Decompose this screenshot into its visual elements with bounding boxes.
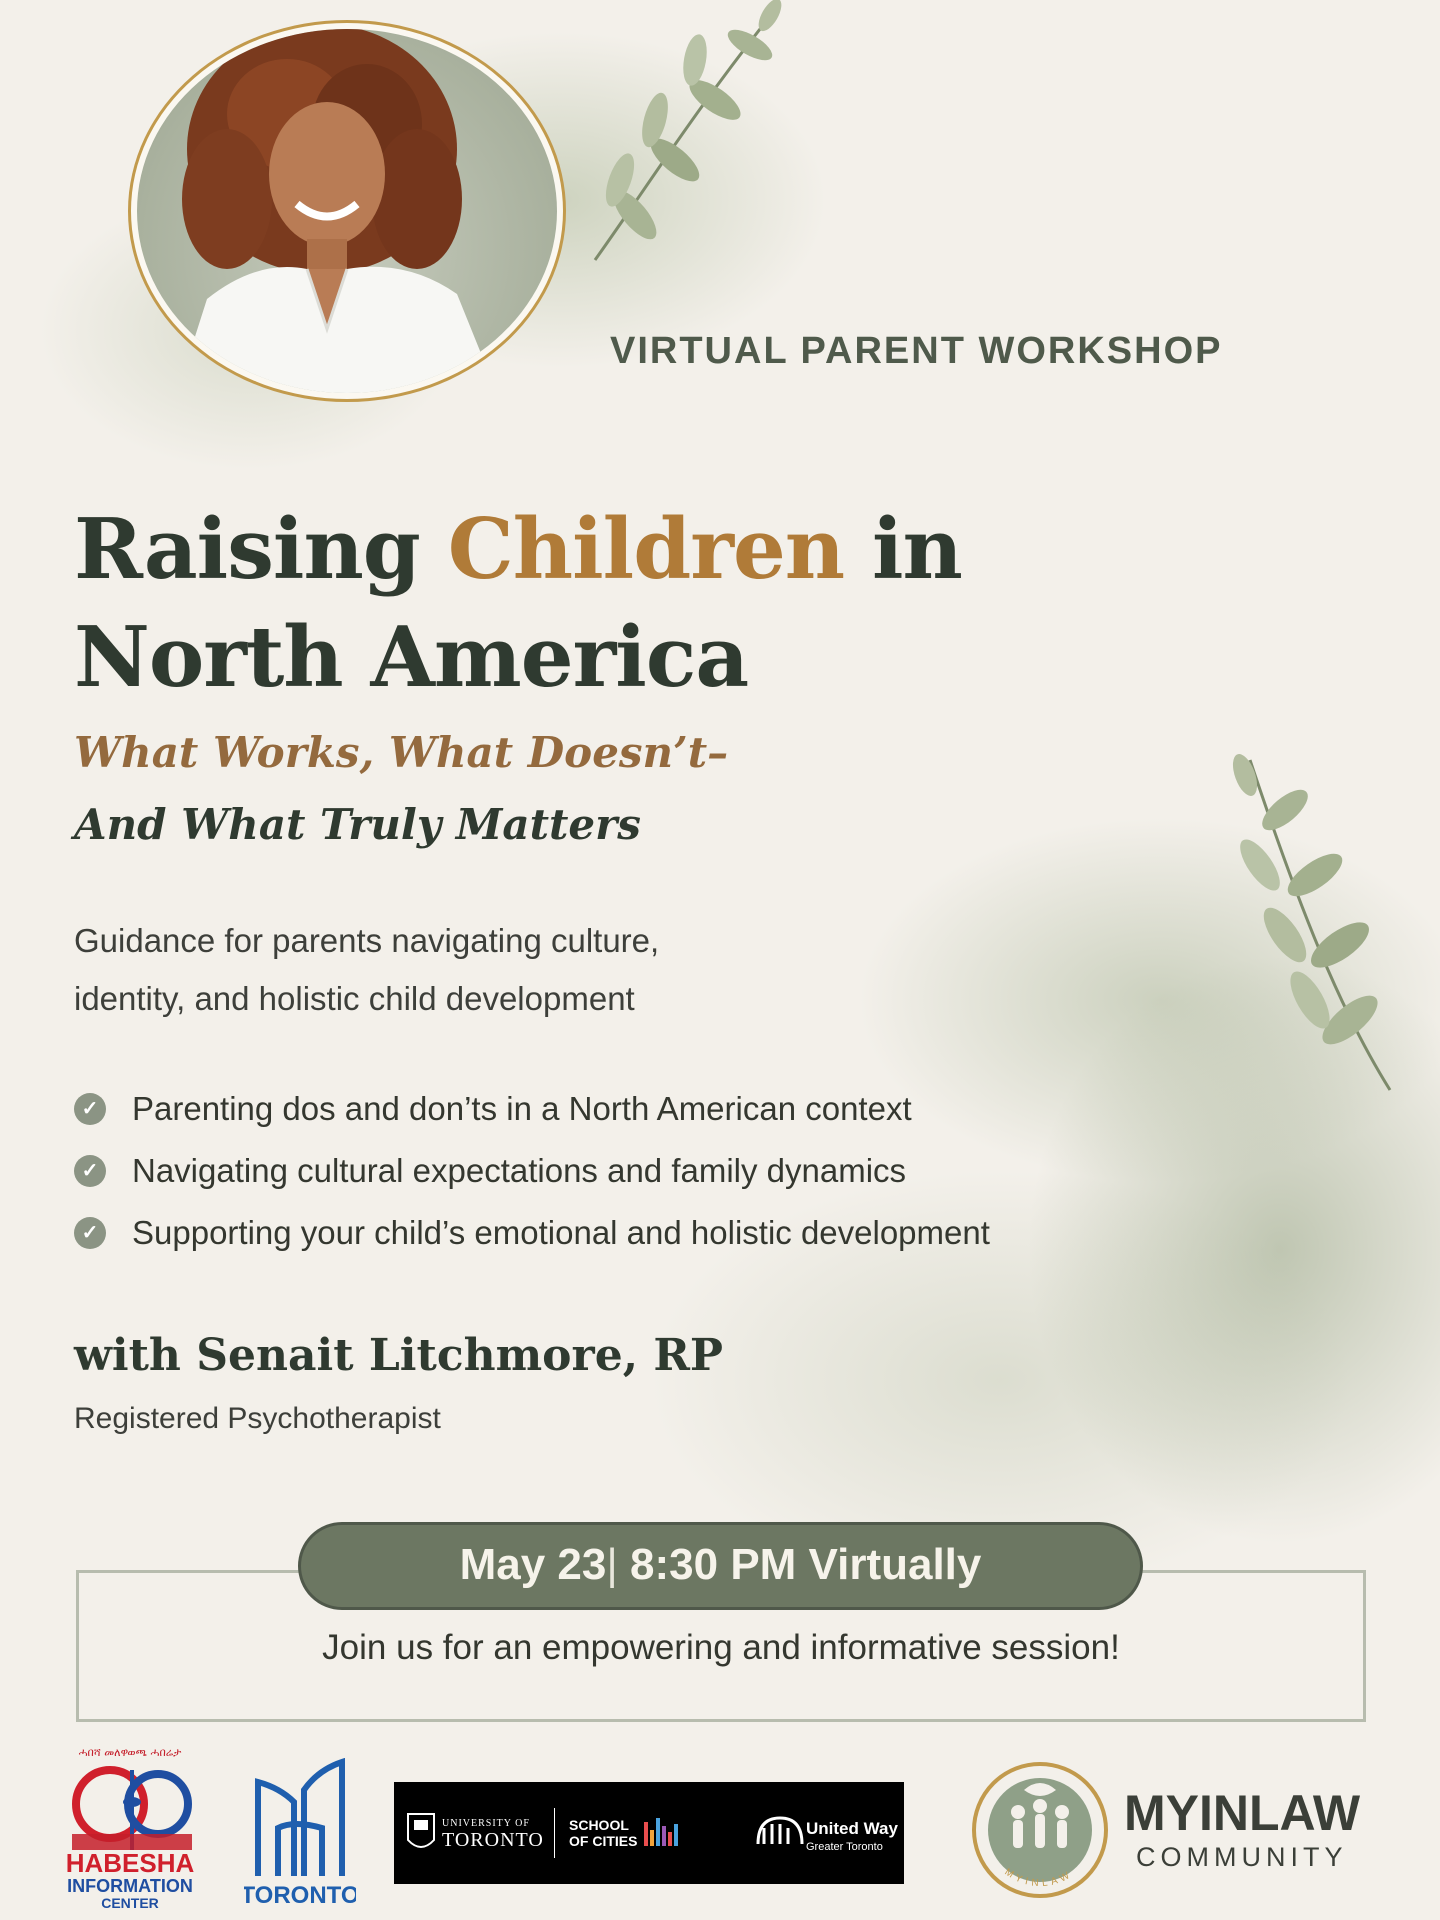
description-line: identity, and holistic child development <box>74 980 635 1017</box>
separator: | <box>606 1540 618 1589</box>
unitedway-name: United Way <box>806 1819 898 1838</box>
myinlaw-ring-text: MYINLAW <box>1002 1866 1076 1890</box>
unitedway-sub: Greater Toronto <box>806 1841 883 1853</box>
habesha-sub2: CENTER <box>101 1895 159 1910</box>
crest-icon <box>408 1814 434 1847</box>
title-accent: Children <box>447 500 845 598</box>
myinlaw-logo <box>960 1750 1420 1910</box>
event-date-pill <box>298 1522 1143 1610</box>
myinlaw-sub: COMMUNITY <box>1136 1842 1348 1872</box>
speaker-name: with Senait Litchmore, RP <box>74 1330 723 1381</box>
school-line1: SCHOOL <box>569 1817 629 1833</box>
list-item-text: Navigating cultural expectations and family dynamics <box>132 1152 907 1189</box>
list-item <box>74 1078 990 1140</box>
habesha-sub: INFORMATION <box>67 1876 193 1896</box>
list-item <box>74 1140 990 1202</box>
habesha-tagline: ሓበሻ መለዋወጫ ሓበሬታ <box>78 1746 182 1759</box>
leaf-branch-icon <box>1190 750 1410 1100</box>
topic-list <box>74 1078 990 1264</box>
event-date: May 23 <box>459 1540 607 1589</box>
page-title <box>74 495 962 711</box>
city-hall-icon <box>258 1762 342 1876</box>
city-pixels-icon <box>644 1818 678 1846</box>
habesha-name: HABESHA <box>65 1848 195 1878</box>
uoft-small: UNIVERSITY OF <box>442 1818 530 1829</box>
toronto-logo <box>244 1758 356 1908</box>
invite-text: Join us for an empowering and informative session! <box>322 1628 1120 1667</box>
university-sponsor-banner <box>394 1782 904 1884</box>
speaker-photo <box>137 29 557 393</box>
habesha-logo <box>50 1742 210 1910</box>
title-line2: North America <box>74 608 749 706</box>
check-icon: ✓ <box>74 1155 106 1187</box>
workshop-label: VIRTUAL PARENT WORKSHOP <box>610 330 1223 372</box>
event-time: 8:30 PM Virtually <box>617 1540 982 1589</box>
hand-icon <box>758 1818 802 1844</box>
title-word: in <box>844 500 962 598</box>
list-item-text: Supporting your child’s emotional and holistic development <box>132 1214 990 1251</box>
title-word: Raising <box>74 500 448 598</box>
description-line: Guidance for parents navigating culture, <box>74 922 660 959</box>
uoft-name: TORONTO <box>442 1829 544 1851</box>
subtitle-line2: And What Truly Matters <box>74 800 641 849</box>
description <box>74 912 894 1028</box>
check-icon: ✓ <box>74 1093 106 1125</box>
list-item <box>74 1202 990 1264</box>
speaker-role: Registered Psychotherapist <box>74 1402 441 1435</box>
check-icon: ✓ <box>74 1217 106 1249</box>
school-line2: OF CITIES <box>569 1833 638 1849</box>
subtitle-line1: What Works, What Doesn’t– <box>74 728 729 777</box>
toronto-wordmark: TORONTO <box>244 1882 356 1908</box>
leaf-branch-icon <box>575 0 805 270</box>
myinlaw-name: MYINLAW <box>1124 1785 1361 1841</box>
list-item-text: Parenting dos and don’ts in a North American context <box>132 1090 912 1127</box>
